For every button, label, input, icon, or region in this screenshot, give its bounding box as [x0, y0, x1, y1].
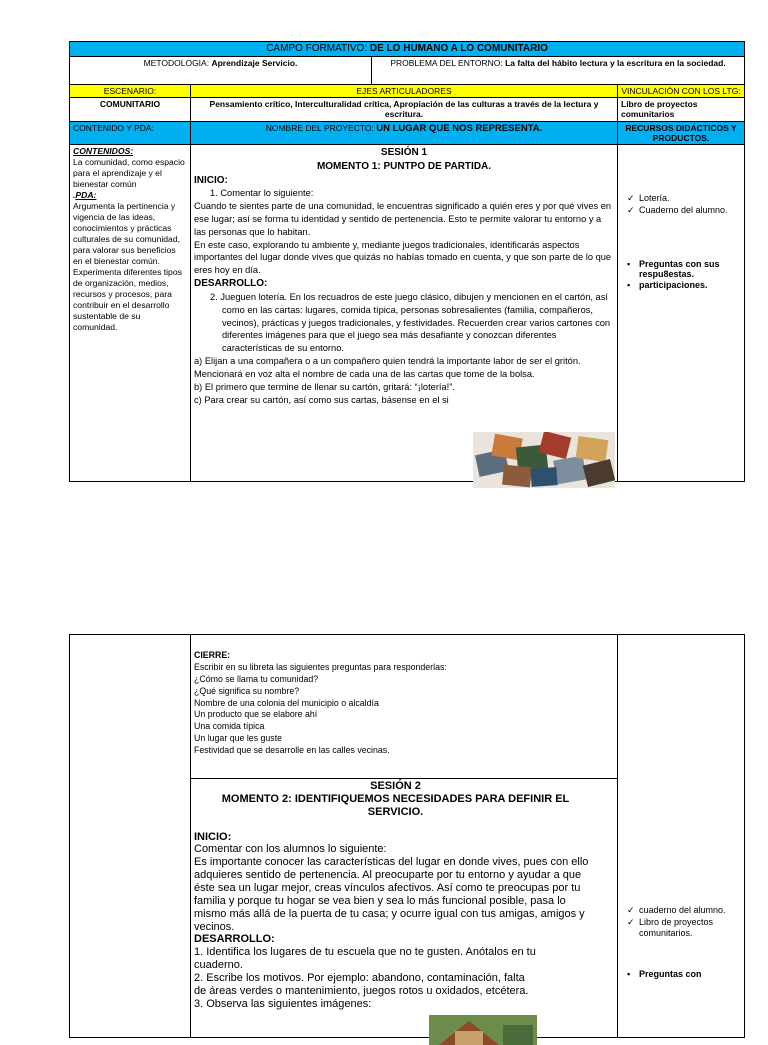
- cierre-line: Escribir en su libreta las siguientes preguntas para responderlas:: [194, 661, 447, 672]
- contenidos-cell: [70, 144, 191, 481]
- cierre-line: ¿Cómo se llama tu comunidad?: [194, 673, 319, 684]
- metodologia-label: METODOLOGIA:: [143, 58, 212, 68]
- ejes-value: Pensamiento crítico, Interculturalidad crítica, Apropiación de las culturas a través de la lectura y escritura.: [191, 98, 618, 121]
- cierre-line: Un lugar que les guste: [194, 733, 283, 744]
- contenido-header-row: [70, 121, 745, 144]
- pda-title: PDA:: [75, 189, 97, 200]
- desarrollo2-label: DESARROLLO:: [194, 933, 275, 946]
- metodologia-cell: [70, 57, 372, 85]
- escenario-value: COMUNITARIO: [70, 98, 191, 121]
- escenario-values-row: [70, 98, 745, 121]
- desarrollo2-item-1: 1. Identifica los lugares de tu escuela que no te gusten. Anótalos en tu cuaderno.: [194, 946, 536, 972]
- inicio1-paragraph-2: En este caso, explorando tu ambiente y, mediante juegos tradicionales, identificarás aspectos importantes del lugar donde vives que quizás no habías tomado en cuenta, y que son parte de lo que eres hoy en día.: [194, 239, 612, 276]
- recurso-item: ✓ Cuaderno del alumno.: [621, 205, 741, 216]
- productos-list-2: [621, 969, 741, 980]
- contenido-header: CONTENIDO Y PDA:: [70, 121, 191, 144]
- contenidos-text: La comunidad, como espacio para el aprendizaje y el bienestar común: [73, 156, 185, 189]
- desarrollo1-item: 2. Jueguen lotería. En los recuadros de este juego clásico, dibujen y mencionen en el cartón, así como en las cartas: lugares, comida típica, personas sobresalientes (familia, compañeros, vecinos), prácticas y juegos tradicionales, y festividades. Recuerden crear varios cartones con diferentes imágenes para que el juego sea más desafiante y conozcan diferentes características de su entorno.: [210, 291, 611, 354]
- campo-formativo: [70, 42, 745, 57]
- cierre-cell: [191, 635, 618, 779]
- recursos-check-list-2: [621, 905, 741, 938]
- recurso-item: ✓ Lotería.: [621, 193, 741, 204]
- planning-page-2: [69, 634, 744, 1038]
- proyecto-value: UN LUGAR QUE NOS REPRESENTA.: [376, 122, 543, 134]
- momento2-title: MOMENTO 2: IDENTIFIQUEMOS NECESIDADES PARA DEFINIR EL SERVICIO.: [221, 792, 570, 818]
- cierre-line: Una comida típica: [194, 721, 265, 732]
- recurso-item: ✓ Libro de proyectos comunitarios.: [621, 917, 741, 939]
- page2-left-cell: [70, 635, 191, 1038]
- planning-table-1: [69, 41, 745, 482]
- sesion2-title: SESIÓN 2: [370, 780, 421, 792]
- cierre-line: Festividad que se desarrolle en las calles vecinas.: [194, 745, 390, 755]
- producto-item: ▪ Preguntas con: [621, 969, 741, 980]
- proyecto-name: [191, 121, 618, 144]
- inicio1-label: INICIO:: [194, 174, 228, 186]
- loteria-cards-image: [473, 432, 615, 488]
- cierre-line: Nombre de una colonia del municipio o alcaldía: [194, 697, 379, 708]
- session2-cell: [191, 779, 618, 1038]
- school-place-image: [429, 1015, 537, 1045]
- campo-row: [70, 42, 745, 57]
- contenidos-title: CONTENIDOS:: [73, 145, 134, 156]
- inicio1-paragraph-1: Cuando te sientes parte de una comunidad, le encuentras significado a quién eres y por qué vives en ese lugar; así se forma tu identidad y sentido de pertenencia. Esto te permite valorar tu entorno y a las personas que lo habitan.: [194, 201, 612, 237]
- sesion1-title: SESIÓN 1: [380, 146, 428, 158]
- pda-title-wrap: .PDA:: [73, 189, 97, 200]
- recursos-cell-1: [618, 144, 745, 481]
- metodologia-row: [70, 57, 745, 85]
- inicio1-item: 1. Comentar lo siguiente:: [210, 188, 314, 199]
- desarrollo1-a: a) Elijan a una compañera o a un compañero quien tendrá la importante labor de ser el gritón. Mencionará en voz alta el nombre de cada una de las cartas que tome de la bolsa.: [194, 356, 581, 379]
- desarrollo2-item-2: 2. Escribe los motivos. Por ejemplo: abandono, contaminación, falta de áreas verdes o mantenimiento, juegos rotos u oxidados, etcétera.: [194, 972, 529, 997]
- campo-value: DE LO HUMANO A LO COMUNITARIO: [369, 43, 548, 54]
- recursos-header: RECURSOS DIDÁCTICOS Y PRODUCTOS.: [618, 121, 745, 144]
- recurso-item: ✓ cuaderno del alumno.: [621, 905, 741, 916]
- inicio2-line: Comentar con los alumnos lo siguiente:: [194, 843, 387, 856]
- cierre-line: Un producto que se elabore ahí: [194, 709, 318, 720]
- desarrollo2-item-3: 3. Observa las siguientes imágenes:: [194, 997, 372, 1010]
- momento1-title: MOMENTO 1: PUNTPO DE PARTIDA.: [316, 160, 492, 172]
- vinculacion-header: VINCULACIÓN CON LOS LTG:: [618, 85, 745, 98]
- problema-label: PROBLEMA DEL ENTORNO:: [390, 58, 506, 68]
- desarrollo1-b: b) El primero que termine de llenar su cartón, gritará: “¡lotería!”.: [194, 381, 455, 392]
- vinculacion-value: Libro de proyectos comunitarios: [618, 98, 745, 121]
- cierre-line: ¿Qué significa su nombre?: [194, 685, 300, 696]
- recursos-cell-2: [618, 635, 745, 1038]
- problema-value: La falta del hábito lectura y la escritura en la sociedad.: [505, 58, 726, 68]
- page2-row: [70, 635, 745, 779]
- inicio2-label: INICIO:: [194, 830, 232, 843]
- desarrollo1-c: c) Para crear su cartón, así como sus cartas, básense en el si: [194, 394, 449, 405]
- pda-text: Argumenta la pertinencia y vigencia de las ideas, conocimientos y prácticas culturales de su comunidad, para valorar sus beneficios en el bienestar común. Experimenta diferentes tipos de organización, medios, recursos y procesos, para contribuir en el desarrollo sustentable de su comunidad.: [73, 200, 182, 332]
- planning-table-2: [69, 634, 745, 1038]
- inicio2-paragraph: Es importante conocer las características del lugar en donde vives, pues con ello adquieres sentido de pertenencia. Al preocuparte por tu entorno y ayudar a que éste sea un lugar mejor, creas vínculos afectivos. Así como te preocupas por tu familia y porque tu hogar se vea bien y sea lo más funcional posible, pasa lo mismo más allá de la puerta de tu casa; y ocurre igual con tus amigas, amigos y vecinos.: [194, 856, 589, 933]
- recursos-check-list-1: [621, 193, 741, 216]
- planning-page-1: [69, 41, 744, 482]
- escenario-header: ESCENARIO:: [70, 85, 191, 98]
- escenario-header-row: [70, 85, 745, 98]
- producto-item: ▪ participaciones.: [621, 280, 741, 291]
- metodologia-value: Aprendizaje Servicio.: [211, 58, 298, 68]
- session1-content-row: [70, 144, 745, 481]
- cierre-label: CIERRE:: [194, 650, 231, 660]
- session1-cell: [191, 144, 618, 481]
- desarrollo1-label: DESARROLLO:: [194, 278, 268, 290]
- proyecto-label: NOMBRE DEL PROYECTO:: [265, 122, 377, 133]
- problema-cell: [372, 57, 745, 85]
- productos-list-1: [621, 259, 741, 291]
- campo-label: CAMPO FORMATIVO:: [266, 43, 370, 54]
- ejes-header: EJES ARTICULADORES: [191, 85, 618, 98]
- producto-item: ▪ Preguntas con sus respu8estas.: [621, 259, 741, 281]
